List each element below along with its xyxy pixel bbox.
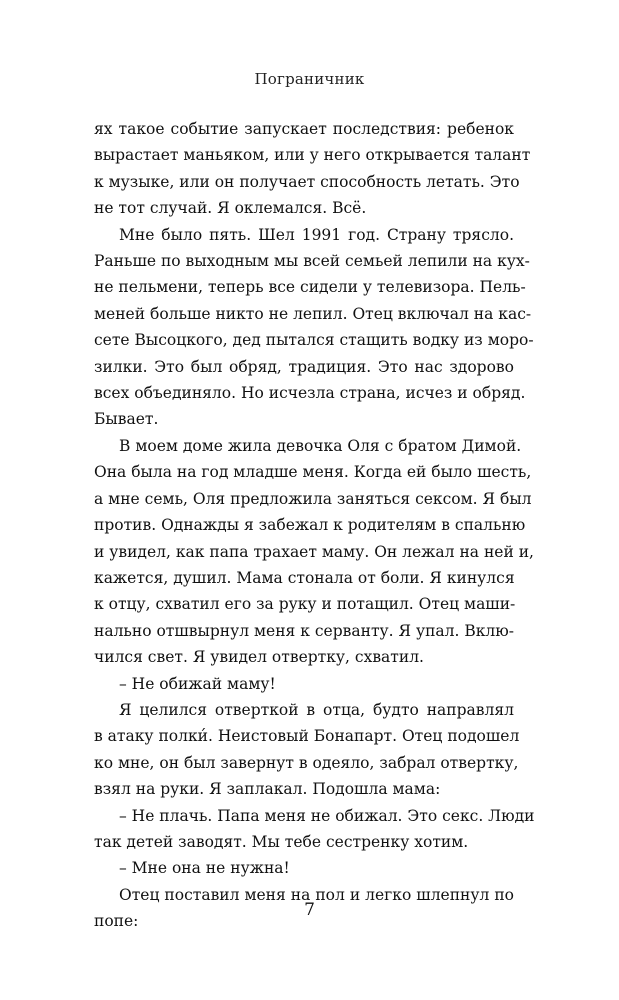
- page-number: 7: [304, 900, 315, 920]
- text-line: ко мне, он был завернут в одеяло, забрал отвертку,: [94, 753, 519, 772]
- running-head: Пограничник: [254, 70, 365, 88]
- text-line: – Не обижай маму!: [119, 674, 276, 693]
- text-line: сете Высоцкого, дед пытался стащить водку из моро-: [94, 331, 534, 350]
- text-line: не тот случай. Я оклемался. Всё.: [94, 199, 367, 218]
- text-line: меней больше никто не лепил. Отец включал на кас-: [94, 304, 532, 323]
- text-line: к музыке, или он получает способность летать. Это: [94, 172, 520, 191]
- text-line: – Не плачь. Папа меня не обижал. Это секс. Люди: [119, 806, 535, 825]
- text-line: попе:: [94, 912, 139, 931]
- text-line: и увидел, как папа трахает маму. Он лежал на ней и,: [94, 542, 534, 561]
- text-line: к отцу, схватил его за руку и потащил. Отец маши-: [94, 595, 516, 614]
- text-line: нально отшвырнул меня к серванту. Я упал. Вклю-: [94, 621, 514, 640]
- text-line: против. Однажды я забежал к родителям в спальню: [94, 516, 526, 535]
- text-line: так детей заводят. Мы тебе сестренку хотим.: [94, 832, 469, 851]
- text-line: зилки. Это был обряд, традиция. Это нас здорово: [94, 357, 514, 376]
- text-line: Отец поставил меня на пол и легко шлепнул по: [119, 885, 514, 904]
- text-line: В моем доме жила девочка Оля с братом Димой.: [119, 436, 522, 455]
- text-line: в атаку полки́. Неистовый Бонапарт. Отец подошел: [94, 727, 520, 746]
- text-line: Раньше по выходным мы всей семьей лепили на кух-: [94, 252, 530, 271]
- text-line: Она была на год младше меня. Когда ей было шесть,: [94, 463, 532, 482]
- text-line: не пельмени, теперь все сидели у телевизора. Пель-: [94, 278, 526, 297]
- text-line: – Мне она не нужна!: [119, 859, 290, 878]
- text-line: вырастает маньяком, или у него открывается талант: [94, 146, 531, 165]
- text-line: кажется, душил. Мама стонала от боли. Я кинулся: [94, 568, 515, 587]
- text-line: Я целился отверткой в отца, будто направлял: [119, 700, 514, 719]
- text-line: всех объединяло. Но исчезла страна, исчез и обряд.: [94, 384, 526, 403]
- text-line: Мне было пять. Шел 1991 год. Страну трясло.: [119, 225, 514, 244]
- text-line: взял на руки. Я заплакал. Подошла мама:: [94, 780, 441, 799]
- text-line: чился свет. Я увидел отвертку, схватил.: [94, 648, 424, 667]
- page-body-text: [94, 116, 535, 935]
- text-line: Бывает.: [94, 410, 159, 429]
- text-line: ях такое событие запускает последствия: ребенок: [94, 120, 514, 138]
- text-line: а мне семь, Оля предложила заняться сексом. Я был: [94, 489, 532, 508]
